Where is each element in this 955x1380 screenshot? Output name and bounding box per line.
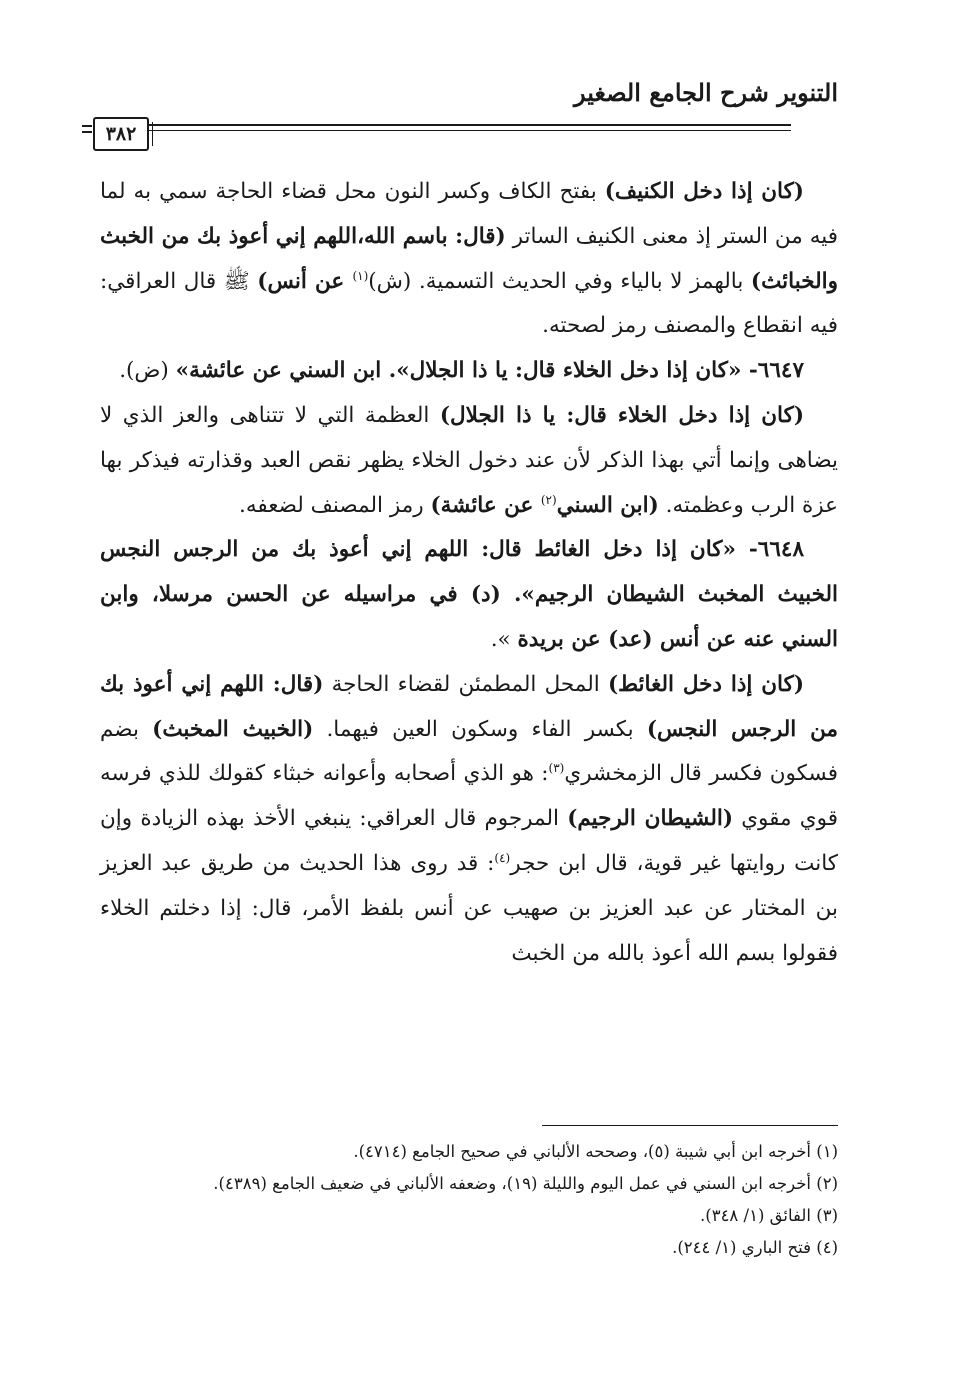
commentary-paragraph-1 — [100, 170, 838, 349]
footnote-2: (٢) أخرجه ابن السني في عمل اليوم والليلة (١٩)، وضعفه الألباني في ضعيف الجامع (٤٣٨٩). — [213, 1174, 838, 1193]
footnote-4: (٤) فتح الباري (١/ ٢٤٤). — [672, 1238, 838, 1257]
header-rule-thin — [138, 130, 791, 131]
footnotes — [100, 1136, 838, 1264]
hadith-quote: (كان إذا دخل الخلاء قال: يا ذا الجلال) — [439, 402, 804, 428]
hadith-6647 — [100, 349, 838, 394]
commentary-text: العظمة التي لا تتناهى والعز الذي لا يضاهى وإنما أتي بهذا الذكر لأن عند دخول الخلاء يظهر نقص العبد وقذارته فيذكر بها عزة الرب وعظمته. — [100, 402, 838, 518]
hadith-quote: (الخبيث المخبث) — [152, 716, 314, 742]
commentary-text: رمز المصنف لضعفه. — [239, 492, 431, 518]
hadith-quote: (ابن السني — [556, 492, 659, 518]
hadith-source: (ض). — [119, 358, 176, 384]
footnote-ref-4[interactable]: (٤) — [494, 850, 511, 865]
hadith-quote: (كان إذا دخل الغائط) — [607, 671, 805, 697]
commentary-text: المرجوم قال العراقي: ينبغي الأخذ بهذه الزيادة وإن كانت روايتها غير قوية، قال ابن حجر — [100, 806, 838, 876]
hadith-quote: (كان إذا دخل الكنيف) — [604, 179, 804, 204]
header-ornament — [82, 125, 92, 133]
commentary-text: بكسر الفاء وسكون العين فيهما. — [313, 716, 647, 742]
commentary-text: المحل المطمئن لقضاء الحاجة — [323, 671, 608, 697]
page-number: ٣٨٢ — [93, 117, 149, 151]
commentary-paragraph-2 — [100, 394, 838, 528]
hadith-text: ٦٦٤٧- «كان إذا دخل الخلاء قال: يا ذا الجلال». ابن السني عن عائشة» — [175, 358, 804, 384]
hadith-quote: عن أنس) — [257, 268, 353, 294]
footnote-3: (٣) الفائق (١/ ٣٤٨). — [700, 1206, 838, 1225]
commentary-text: : هو الذي أصحابه وأعوانه خبثاء كقولك للذي فرسه قوي مقوي — [100, 761, 838, 832]
header-rule — [138, 124, 791, 126]
commentary-text: : قد روى هذا الحديث من طريق عبد العزيز بن المختار عن عبد العزيز بن صهيب عن أنس بلفظ الأمر، قال: إذا دخلتم الخلاء فقولوا بسم الله أعوذ بالله من الخبث — [100, 850, 838, 966]
body-text — [100, 170, 838, 976]
commentary-text: بضم فسكون فكسر قال الزمخشري — [100, 716, 838, 787]
footnote-separator — [542, 1125, 838, 1126]
commentary-text: ﷺ قال العراقي: فيه انقطاع والمصنف رمز لصحته. — [100, 268, 838, 339]
footnote-ref-3[interactable]: (٣) — [548, 761, 565, 776]
hadith-quote: عن عائشة) — [430, 492, 541, 518]
hadith-text: ٦٦٤٨- «كان إذا دخل الغائط قال: اللهم إني أعوذ بك من الرجس النجس الخبيث المخبث الشيطان الرجيم». (د) في مراسيله عن الحسن مرسلا، وابن السني عنه عن أنس (عد) عن بريدة — [100, 537, 838, 652]
hadith-quote: (الشيطان الرجيم) — [567, 806, 734, 832]
hadith-end: ». — [490, 626, 518, 652]
hadith-6648 — [100, 528, 838, 662]
footnote-1: (١) أخرجه ابن أبي شيبة (٥)، وصححه الألباني في صحيح الجامع (٤٧١٤). — [353, 1142, 838, 1161]
footnote-ref-1[interactable]: (١) — [352, 268, 369, 283]
footnote-ref-2[interactable]: (٢) — [540, 492, 557, 507]
commentary-text: بالهمز لا بالياء وفي الحديث التسمية. (ش) — [368, 268, 751, 294]
commentary-text: بفتح الكاف وكسر النون محل قضاء الحاجة سمي به لما فيه من الستر إذ معنى الكنيف الساتر — [100, 179, 838, 249]
running-title: التنوير شرح الجامع الصغير — [574, 78, 838, 107]
hadith-quote: (قال: اللهم إني أعوذ بك من الرجس النجس) — [100, 671, 838, 742]
commentary-paragraph-3 — [100, 663, 838, 977]
hadith-quote: (قال: باسم الله،اللهم إني أعوذ بك من الخبث والخبائث) — [100, 223, 838, 294]
